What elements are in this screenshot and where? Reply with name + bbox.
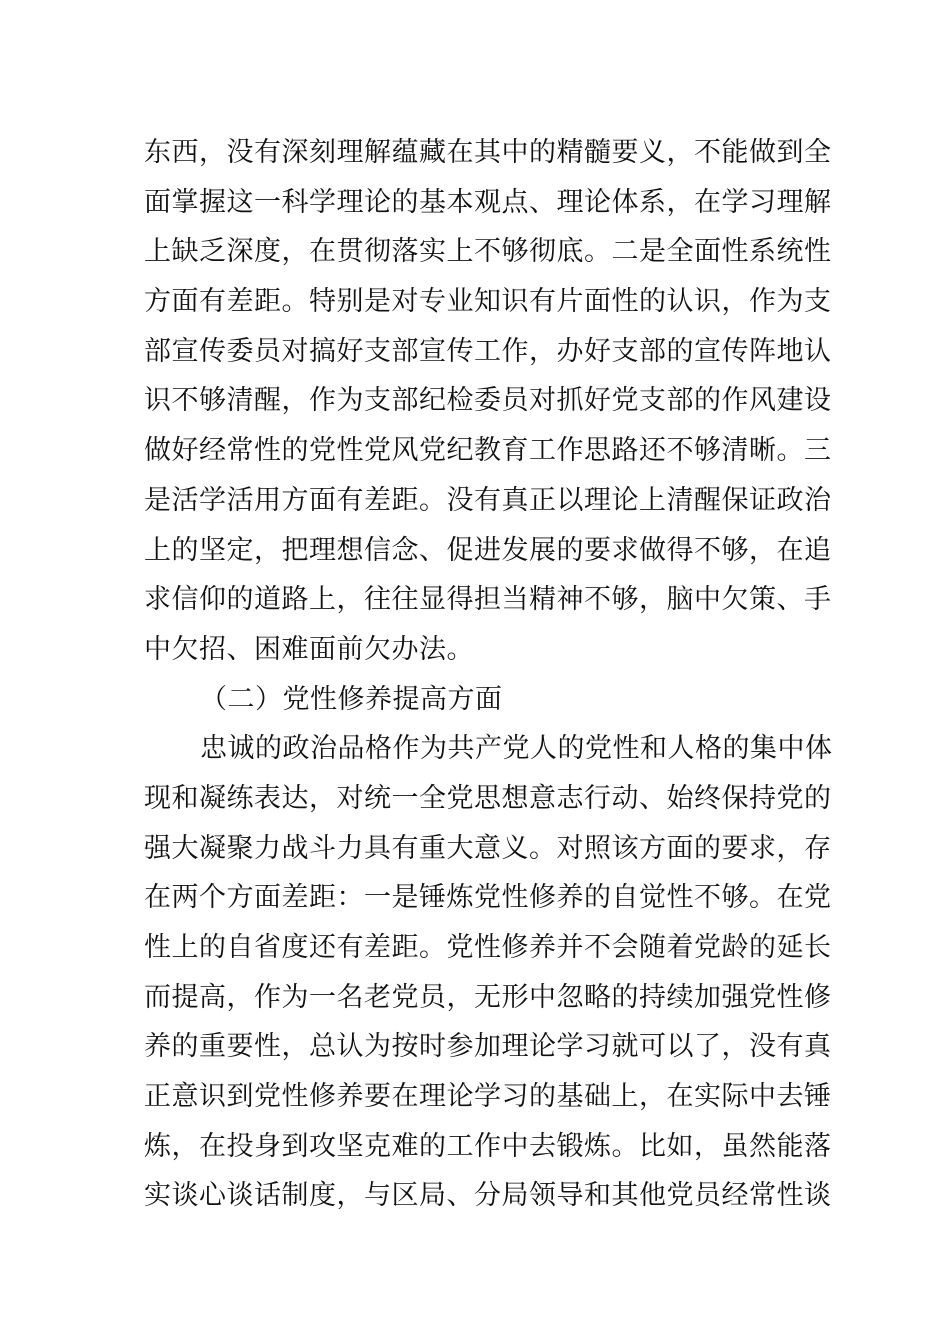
text-line: 在两个方面差距：一是锤炼党性修养的自觉性不够。在党 <box>144 882 832 914</box>
text-line: 方面有差距。特别是对专业知识有片面性的认识，作为支 <box>144 286 832 318</box>
text-line: 养的重要性，总认为按时参加理论学习就可以了，没有真 <box>144 1031 832 1063</box>
text-line: 上缺乏深度，在贯彻落实上不够彻底。二是全面性系统性 <box>144 236 832 268</box>
text-line: 强大凝聚力战斗力具有重大意义。对照该方面的要求，存 <box>144 832 832 864</box>
text-line: 上的坚定，把理想信念、促进发展的要求做得不够，在追 <box>144 534 832 566</box>
text-line: 东西，没有深刻理解蕴藏在其中的精髓要义，不能做到全 <box>144 137 832 168</box>
text-line: 面掌握这一科学理论的基本观点、理论体系，在学习理解 <box>144 186 832 218</box>
text-line: 实谈心谈话制度，与区局、分局领导和其他党员经常性谈 <box>144 1180 832 1212</box>
section-heading: （二）党性修养提高方面 <box>200 683 503 715</box>
text-line: 部宣传委员对搞好支部宣传工作，办好支部的宣传阵地认 <box>144 335 832 367</box>
text-line: 中欠招、困难面前欠办法。 <box>144 633 474 665</box>
text-line: 识不够清醒，作为支部纪检委员对抓好党支部的作风建设 <box>144 385 832 417</box>
text-line: 性上的自省度还有差距。党性修养并不会随着党龄的延长 <box>144 932 832 963</box>
text-line: 是活学活用方面有差距。没有真正以理论上清醒保证政治 <box>144 484 832 516</box>
text-line: 正意识到党性修养要在理论学习的基础上，在实际中去锤 <box>144 1081 832 1113</box>
text-line: 现和凝练表达，对统一全党思想意志行动、始终保持党的 <box>144 782 832 814</box>
text-line: 求信仰的道路上，往往显得担当精神不够，脑中欠策、手 <box>144 584 832 616</box>
paragraph-continuation <box>144 128 832 675</box>
text-line: 炼，在投身到攻坚克难的工作中去锻炼。比如，虽然能落 <box>144 1130 832 1162</box>
paragraph-party-spirit <box>144 724 833 1221</box>
text-line: 忠诚的政治品格作为共产党人的党性和人格的集中体 <box>200 733 833 765</box>
document-body <box>144 128 833 1221</box>
text-line: 做好经常性的党性党风党纪教育工作思路还不够清晰。三 <box>144 435 832 467</box>
text-line: 而提高，作为一名老党员，无形中忽略的持续加强党性修 <box>144 981 832 1013</box>
